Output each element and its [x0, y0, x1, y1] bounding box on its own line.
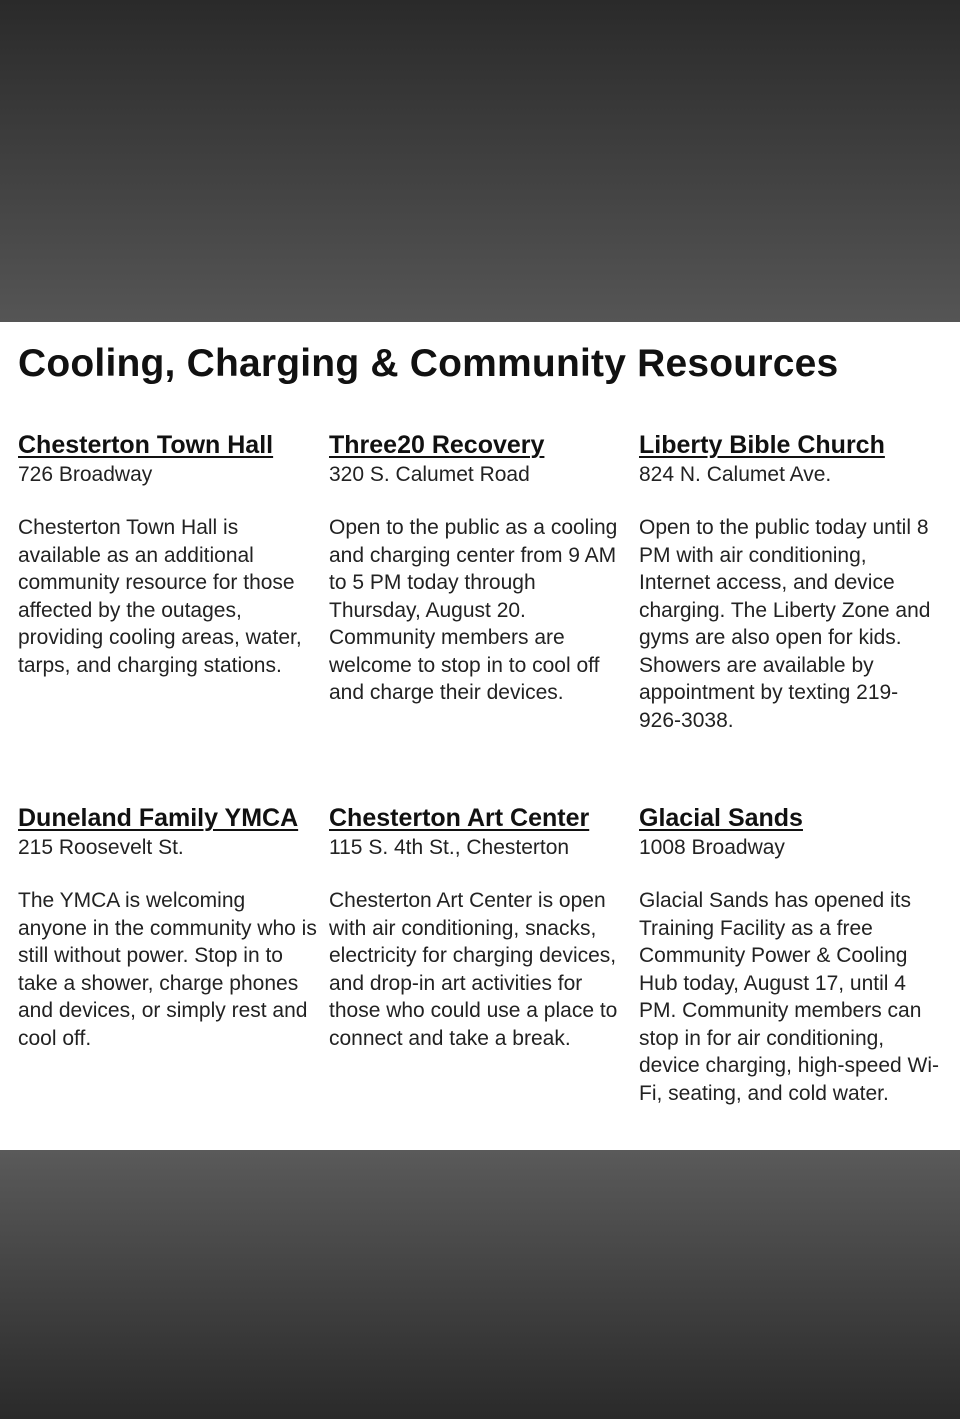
resource-description: Glacial Sands has opened its Training Facility as a free Community Power & Cooling Hub today, August 17, until 4 PM. Community members can stop in for air conditioning, device charging, high-speed Wi-Fi, seating, and cold water. [639, 889, 939, 1105]
resource-name: Glacial Sands [639, 804, 803, 832]
resource-address: 115 S. 4th St., Chesterton [329, 836, 570, 859]
resource-name: Chesterton Art Center [329, 804, 590, 832]
resource-description: Chesterton Town Hall is available as an additional community resource for those affected by the outages, providing cooling areas, water, tarps, and charging stations. [18, 516, 302, 677]
resource-glacial-sands [639, 803, 939, 1107]
background-bottom [0, 1150, 960, 1419]
resource-description: Open to the public as a cooling and charging center from 9 AM to 5 PM today through Thursday, August 20. Community members are welcome to stop in to cool off and charge their devices. [329, 516, 618, 704]
background-top [0, 0, 960, 322]
resource-duneland-family-ymca [18, 803, 318, 1052]
resource-name: Liberty Bible Church [639, 431, 885, 459]
resource-address: 1008 Broadway [639, 836, 785, 859]
resource-flyer [0, 322, 960, 1150]
resource-chesterton-art-center [329, 803, 629, 1052]
resource-address: 215 Roosevelt St. [18, 836, 184, 859]
resource-address: 726 Broadway [18, 463, 153, 486]
resource-name: Duneland Family YMCA [18, 804, 299, 832]
resource-address: 824 N. Calumet Ave. [639, 463, 832, 486]
flyer-title: Cooling, Charging & Community Resources [18, 342, 839, 385]
resource-address: 320 S. Calumet Road [329, 463, 530, 486]
resource-name: Chesterton Town Hall [18, 431, 274, 459]
resource-description: Open to the public today until 8 PM with air conditioning, Internet access, and device charging. The Liberty Zone and gyms are also open for kids. Showers are available by appointment by texting 219-926-3038. [639, 516, 931, 732]
resource-description: Chesterton Art Center is open with air conditioning, snacks, electricity for charging devices, and drop-in art activities for those who could use a place to connect and take a break. [329, 889, 618, 1050]
resource-name: Three20 Recovery [329, 431, 545, 459]
resource-liberty-bible-church [639, 430, 939, 734]
resource-chesterton-town-hall [18, 430, 318, 679]
resource-three20-recovery [329, 430, 629, 707]
resource-description: The YMCA is welcoming anyone in the community who is still without power. Stop in to take a shower, charge phones and devices, or simply rest and cool off. [18, 889, 317, 1050]
